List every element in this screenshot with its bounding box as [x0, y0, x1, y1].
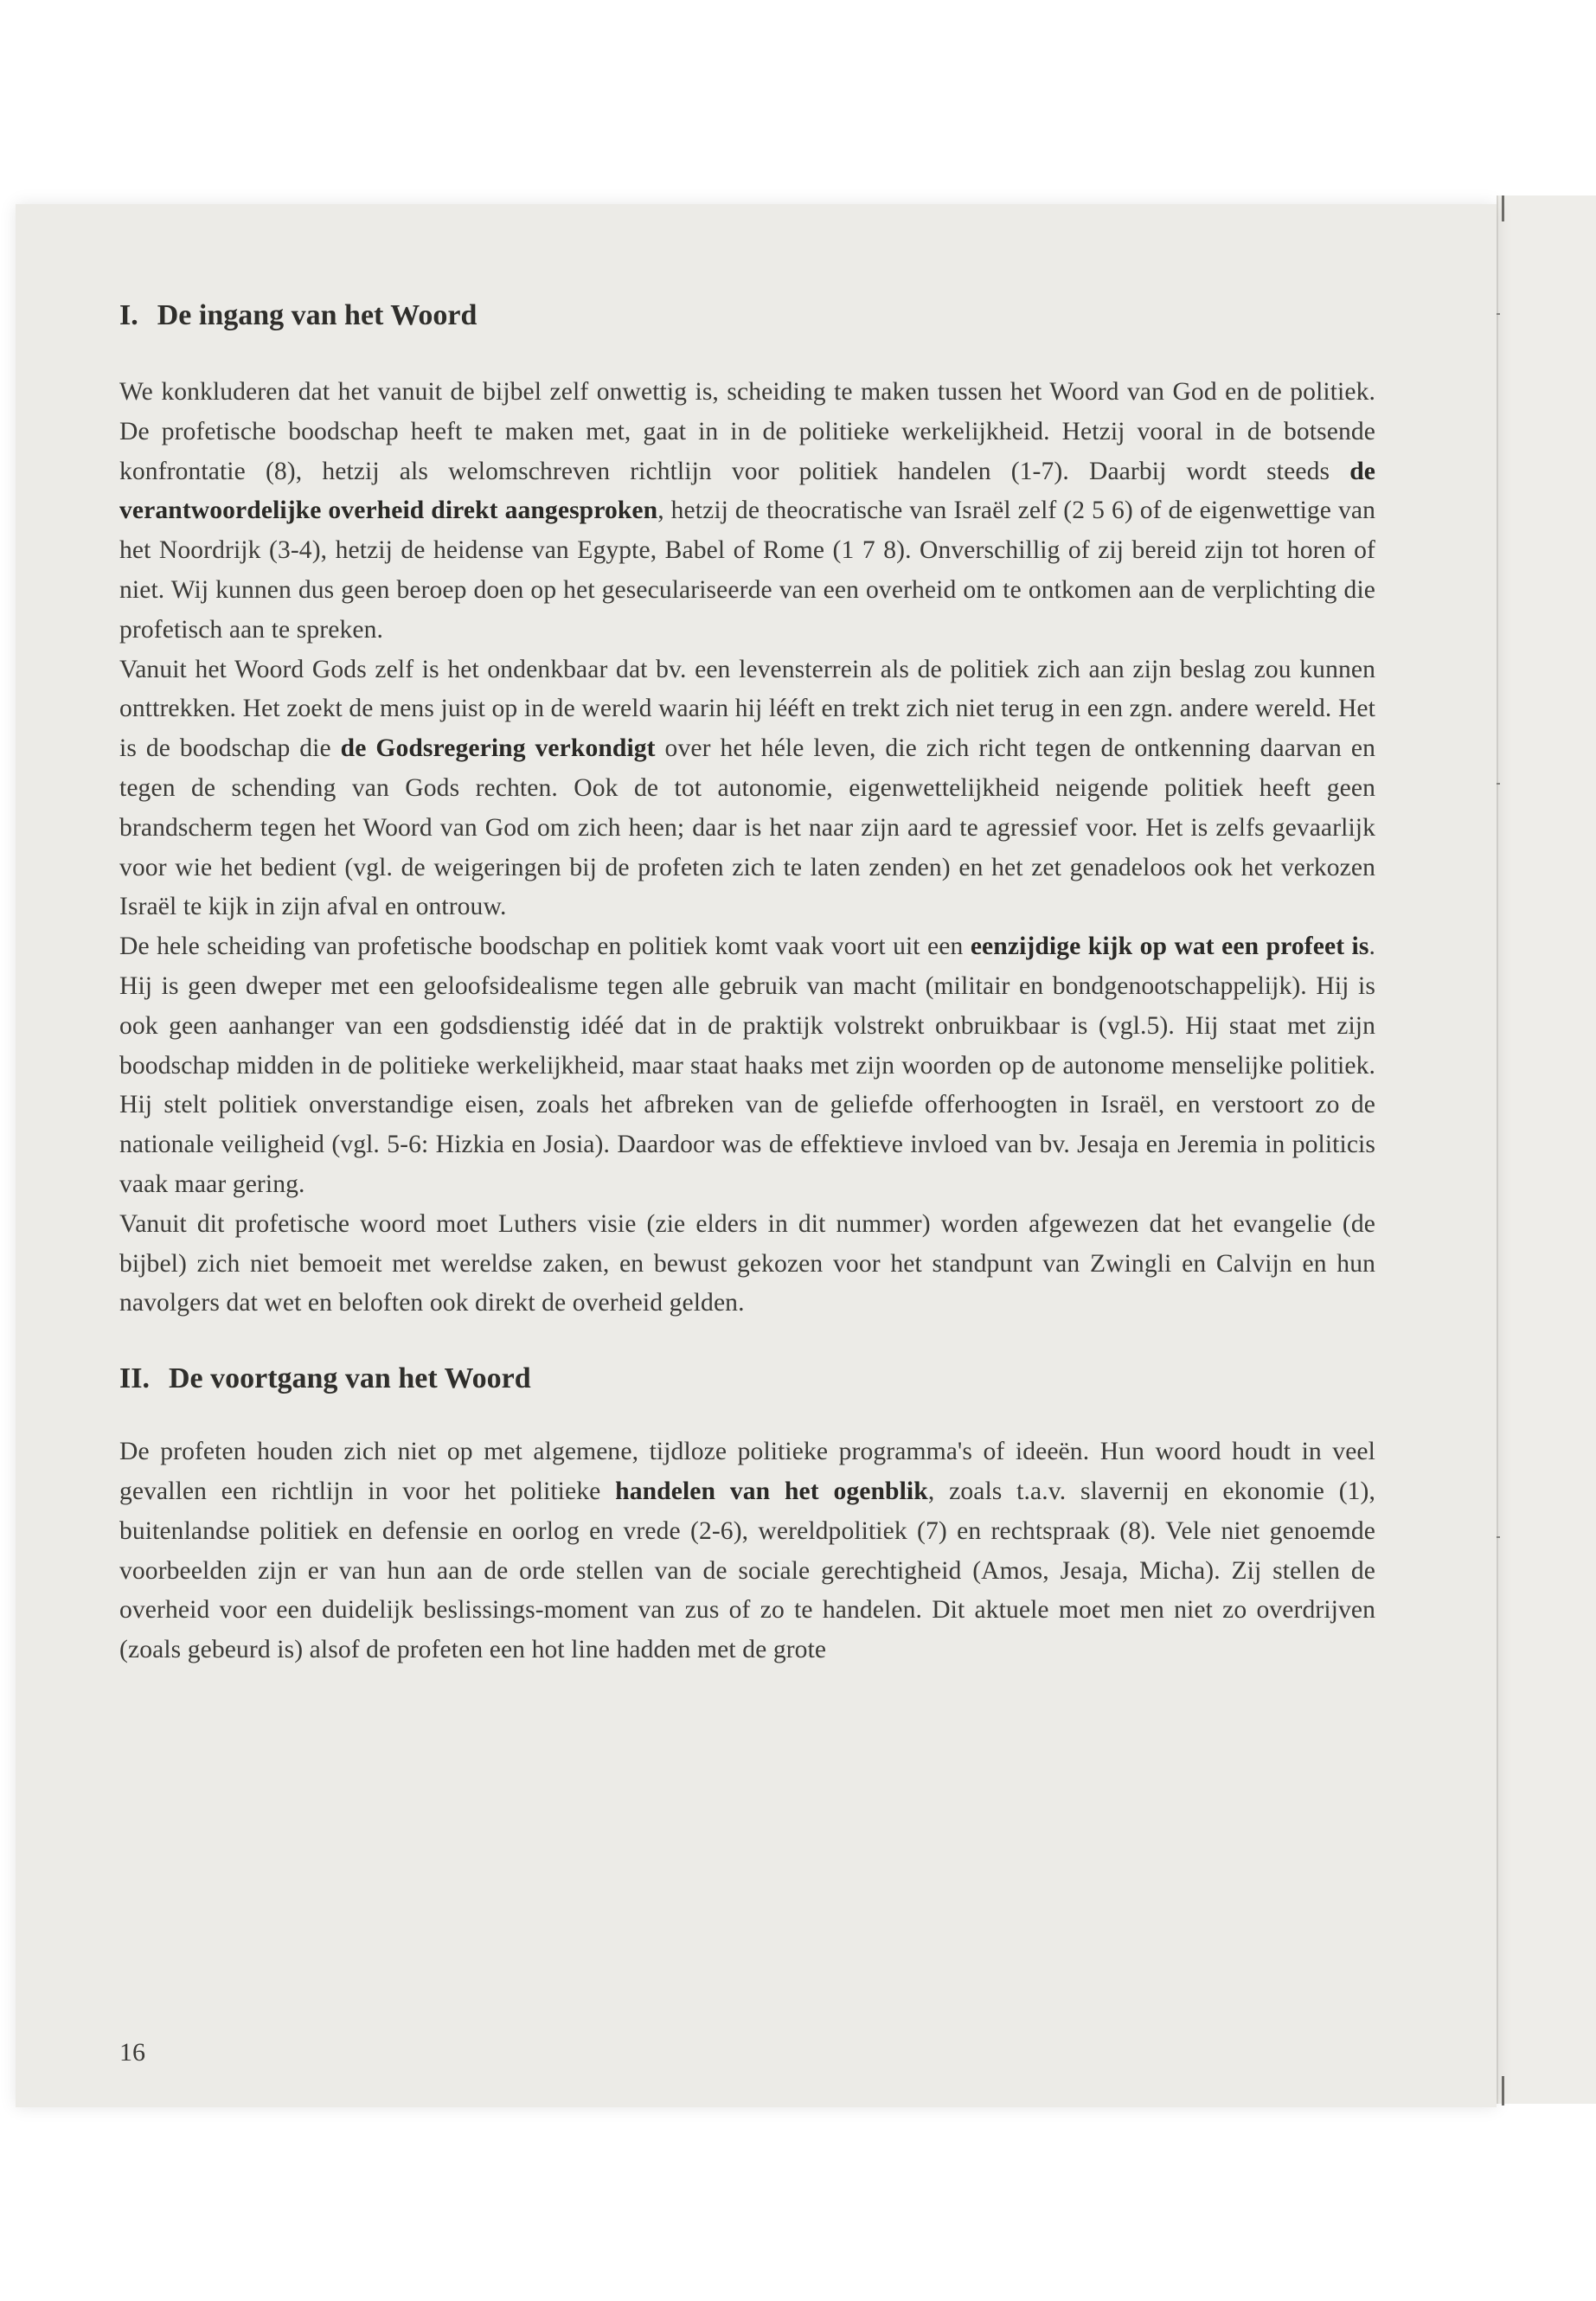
body-text: We konkluderen dat het vanuit de bijbel zelf onwettig is, scheiding te maken tussen het Woord van God en de politiek. De profetische boodschap heeft te maken met, gaat in in de politieke werkelijkheid. Hetzij vooral in de botsende konfrontatie (8), hetzij als welomschreven richtlijn voor politiek handelen (1-7). Daarbij wordt steeds: [119, 378, 1375, 485]
paragraph: [119, 373, 1375, 651]
emphasis-text: de Godsregering verkondigt: [340, 734, 656, 763]
spine-line-top: [1502, 195, 1504, 221]
body-text: over het héle leven, die zich richt tegen de ontkenning daarvan en tegen de schending van Gods rechten. Ook de tot autonomie, eigenwettelijkheid neigende politiek heeft geen brandscherm tegen het Woord van God om zich heen; daar is het naar zijn aard te agressief voor. Het is zelfs gevaarlijk voor wie het bedient (vgl. de weigeringen bij de profeten zich te laten zenden) en het zet genadeloos ook het verkozen Israël te kijk in zijn afval en ontrouw.: [119, 734, 1375, 921]
section-title: De voortgang van het Woord: [168, 1362, 531, 1395]
page-content: [119, 298, 1375, 1670]
paragraph: [119, 651, 1375, 928]
paragraph: [119, 927, 1375, 1205]
spine-line-bottom: [1502, 2076, 1504, 2106]
paragraph: [119, 1433, 1375, 1670]
section-body-2: [119, 1433, 1375, 1670]
section-body-1: [119, 373, 1375, 1324]
section-number: II.: [119, 1362, 150, 1395]
body-text: Vanuit het Woord Gods zelf is het ondenkbaar dat bv. een levensterrein als de politiek zich aan zijn beslag zou kunnen onttrekken. Het zoekt de mens juist op in de wereld waarin hij lééft en trekt zich niet terug in een zgn. andere wereld. Het is de boodschap die: [119, 655, 1375, 763]
section-heading-1: [119, 298, 1375, 333]
body-text: De profeten houden zich niet op met algemene, tijdloze politieke programma's of ideeën. Hun woord houdt in veel gevallen een richtlijn in voor het politieke: [119, 1438, 1375, 1505]
body-text: . Hij is geen dweper met een geloofsidealisme tegen alle gebruik van macht (militair en bondgenootschappelijk). Hij is ook geen aanhanger van een godsdienstig idéé dat in de praktijk volstrekt onbruikbaar is (vgl.5). Hij staat met zijn boodschap midden in de politieke werkelijkheid, maar staat haaks met zijn woorden op de autonome menselijke politiek. Hij stelt politiek onverstandige eisen, zoals het afbreken van de geliefde offerhoogten in Israël, en verstoort zo de nationale veiligheid (vgl. 5-6: Hizkia en Josia). Daardoor was de effektieve invloed van bv. Jesaja en Jeremia in politicis vaak maar gering.: [119, 933, 1375, 1198]
section-title: De ingang van het Woord: [157, 299, 478, 331]
facing-page-edge: [1497, 195, 1596, 2104]
body-text: , hetzij de theocratische van Israël zelf (2 5 6) of de eigenwettige van het Noordrijk (3-4), hetzij de heidense van Egypte, Babel of Rome (1 7 8). Onverschillig of zij bereid zijn tot horen of niet. Wij kunnen dus geen beroep doen op het geseculariseerde van een overheid om te ontkomen aan de verplichting die profetisch aan te spreken.: [119, 497, 1376, 644]
emphasis-text: handelen van het ogenblik: [615, 1477, 928, 1505]
body-text: Vanuit dit profetische woord moet Luthers visie (zie elders in dit nummer) worden afgewezen dat het evangelie (de bijbel) zich niet bemoeit met wereldse zaken, en bewust gekozen voor het standpunt van Zwingli en Calvijn en hun navolgers dat wet en beloften ook direkt de overheid gelden.: [119, 1209, 1375, 1317]
section-heading-2: [119, 1362, 1375, 1396]
section-number: I.: [119, 299, 138, 331]
page-number: 16: [119, 2038, 145, 2067]
emphasis-text: de verantwoordelijke overheid direkt aangesproken: [119, 457, 1375, 525]
body-text: , zoals t.a.v. slavernij en ekonomie (1), buitenlandse politiek en defensie en oorlog en vrede (2-6), wereldpolitiek (7) en rechtspraak (8). Vele niet genoemde voorbeelden zijn er van hun aan de orde stellen van de sociale gerechtigheid (Amos, Jesaja, Micha). Zij stellen de overheid voor een duidelijk beslissings-moment van zus of zo te handelen. Dit aktuele moet men niet zo overdrijven (zoals gebeurd is) alsof de profeten een hot line hadden met de grote: [119, 1477, 1375, 1664]
emphasis-text: eenzijdige kijk op wat een profeet is: [970, 933, 1369, 961]
paragraph: [119, 1205, 1375, 1324]
body-text: De hele scheiding van profetische boodschap en politiek komt vaak voort uit een: [119, 933, 971, 961]
